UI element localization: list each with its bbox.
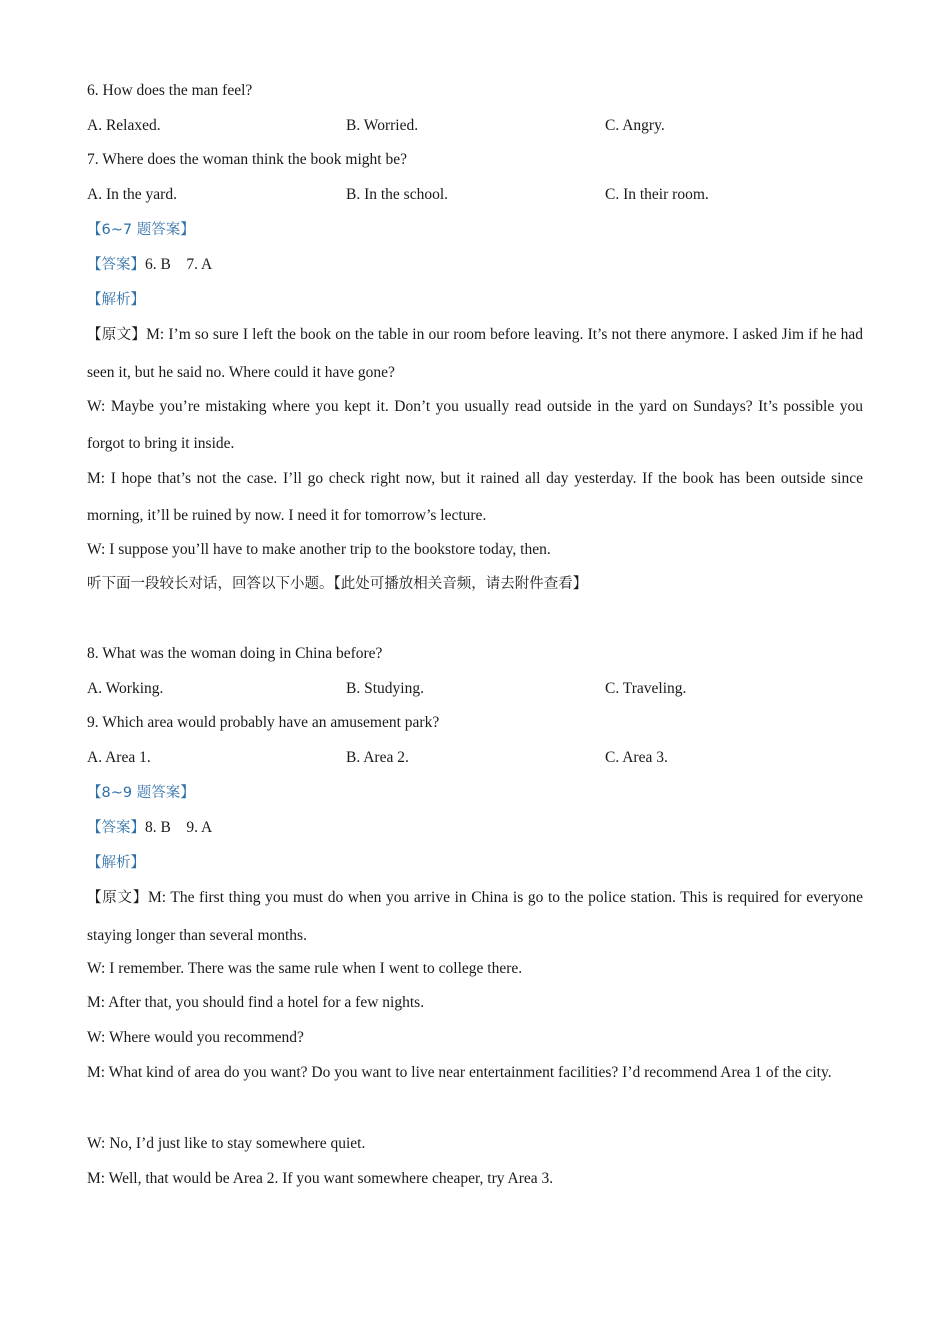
answer-tag: 【答案】 (87, 257, 145, 273)
q9-option-a: A. Area 1. (87, 749, 151, 766)
q7-option-a: A. In the yard. (87, 186, 177, 203)
transcript-8-9-line: W: No, I’d just like to stay somewhere quiet. (87, 1135, 366, 1152)
analysis-tag-6-7: 【解析】 (87, 292, 145, 308)
transcript-6-7-line: M: I hope that’s not the case. I’ll go check right now, but it rained all day yesterday. If the book has been outside since morning, it’ll be ruined by now. I need it for tomorrow’s lecture. (87, 470, 863, 524)
transcript-8-9-line: M: What kind of area do you want? Do you want to live near entertainment facilities? I’d recommend Area 1 of the city. (87, 1064, 832, 1081)
transcript-tag: 【原文】 (87, 327, 147, 343)
q6-option-b: B. Worried. (346, 117, 419, 134)
transcript-tag: 【原文】 (87, 890, 148, 906)
answer-heading-6-7: 【6~7 题答案】 (87, 222, 195, 238)
q6-option-a: A. Relaxed. (87, 117, 161, 134)
q8-option-b: B. Studying. (346, 680, 424, 697)
q9-option-b: B. Area 2. (346, 749, 409, 766)
listening-instruction: 听下面一段较长对话，回答以下小题。【此处可播放相关音频，请去附件查看】 (87, 576, 588, 592)
q6-option-c: C. Angry. (605, 117, 665, 134)
question-9: 9. Which area would probably have an amusement park? (87, 714, 440, 731)
question-6: 6. How does the man feel? (87, 82, 253, 99)
answer-heading-8-9: 【8~9 题答案】 (87, 785, 195, 801)
q9-option-c: C. Area 3. (605, 749, 668, 766)
transcript-text: M: I’m so sure I left the book on the table in our room before leaving. It’s not there anymore. I asked Jim if he had seen it, but he said no. Where could it have gone? (87, 326, 864, 381)
transcript-6-7-line: W: Maybe you’re mistaking where you kept it. Don’t you usually read outside in the yard on Sundays? It’s possible you forgot to bring it inside. (87, 398, 863, 452)
q8-option-a: A. Working. (87, 680, 164, 697)
q7-option-b: B. In the school. (346, 186, 449, 203)
transcript-6-7-line: W: I suppose you’ll have to make another trip to the bookstore today, then. (87, 541, 551, 558)
q8-option-c: C. Traveling. (605, 680, 687, 697)
transcript-8-9-line: M: Well, that would be Area 2. If you want somewhere cheaper, try Area 3. (87, 1170, 554, 1187)
question-8: 8. What was the woman doing in China before? (87, 645, 383, 662)
answer-tag: 【答案】 (87, 820, 145, 836)
q7-option-c: C. In their room. (605, 186, 709, 203)
analysis-tag-8-9: 【解析】 (87, 855, 145, 871)
transcript-8-9-line: M: After that, you should find a hotel for a few nights. (87, 994, 425, 1011)
answer-line-6-7 (87, 254, 212, 276)
transcript-8-9-line: W: I remember. There was the same rule when I went to college there. (87, 960, 523, 977)
question-7: 7. Where does the woman think the book might be? (87, 151, 407, 168)
answer-text: 6. B 7. A (145, 256, 213, 273)
transcript-8-9-line: W: Where would you recommend? (87, 1029, 304, 1046)
answer-line-8-9 (87, 817, 212, 839)
transcript-8-9-first (87, 879, 863, 954)
transcript-text: M: The first thing you must do when you arrive in China is go to the police station. This is required for everyone staying longer than several months. (87, 889, 864, 944)
answer-text: 8. B 9. A (145, 819, 213, 836)
transcript-6-7-first (87, 316, 863, 391)
